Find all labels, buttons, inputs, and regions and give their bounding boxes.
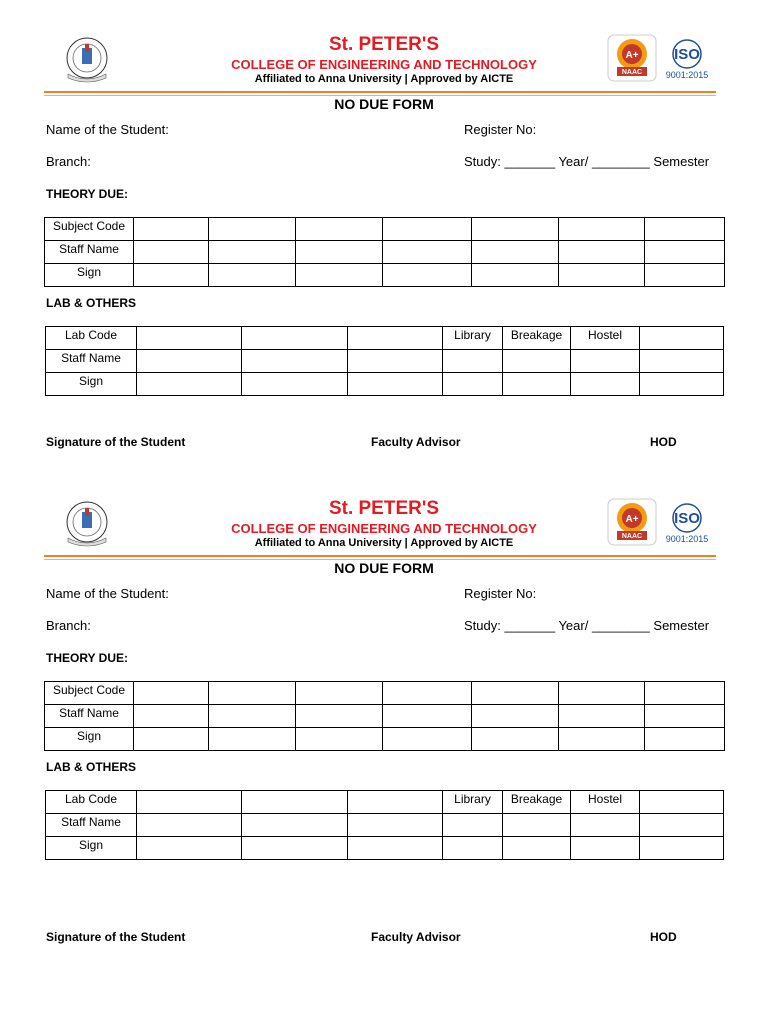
table-row <box>45 264 725 287</box>
table-cell[interactable] <box>134 682 209 705</box>
table-cell[interactable] <box>645 682 725 705</box>
iso-number: 9001:2015 <box>665 534 709 544</box>
table-cell[interactable] <box>348 373 443 396</box>
table-cell[interactable] <box>134 218 209 241</box>
table-cell[interactable] <box>645 264 725 287</box>
table-row <box>46 837 724 860</box>
table-cell[interactable] <box>640 373 724 396</box>
theory-due-heading: THEORY DUE: <box>46 187 129 201</box>
affiliation-text: Affiliated to Anna University | Approved by AICTE <box>254 537 514 549</box>
table-cell[interactable] <box>559 218 645 241</box>
table-cell[interactable] <box>209 241 296 264</box>
table-cell[interactable] <box>645 705 725 728</box>
row-label: Sign <box>45 264 134 287</box>
table-cell[interactable] <box>296 241 383 264</box>
table-cell[interactable] <box>559 264 645 287</box>
table-cell[interactable] <box>443 837 503 860</box>
naac-badge-icon <box>607 34 657 82</box>
no-due-form-2 <box>0 464 768 964</box>
register-no-label: Register No: <box>464 586 537 601</box>
table-cell[interactable] <box>296 264 383 287</box>
theory-due-heading: THEORY DUE: <box>46 651 129 665</box>
table-cell[interactable] <box>242 350 348 373</box>
college-name: St. PETER'S <box>328 498 440 519</box>
table-cell[interactable] <box>348 814 443 837</box>
row-label: Staff Name <box>45 241 134 264</box>
table-cell[interactable] <box>134 241 209 264</box>
form-title: NO DUE FORM <box>334 560 434 576</box>
table-cell[interactable] <box>640 350 724 373</box>
form-title: NO DUE FORM <box>334 96 434 112</box>
table-cell[interactable] <box>559 705 645 728</box>
study-year-semester-label: Study: _______ Year/ ________ Semester <box>464 154 710 169</box>
table-cell[interactable] <box>571 373 640 396</box>
table-row <box>46 327 724 350</box>
table-row <box>45 705 725 728</box>
lab-others-heading: LAB & OTHERS <box>46 296 136 310</box>
row-label: Staff Name <box>46 814 137 837</box>
table-cell[interactable] <box>645 728 725 751</box>
no-due-form-1 <box>0 0 768 500</box>
table-cell[interactable] <box>134 264 209 287</box>
branch-label: Branch: <box>46 154 91 169</box>
iso-certification-icon <box>662 502 712 546</box>
iso-label: ISO <box>674 510 700 527</box>
table-cell[interactable] <box>640 814 724 837</box>
header-divider <box>44 91 716 93</box>
table-cell[interactable] <box>503 814 571 837</box>
table-cell[interactable] <box>209 728 296 751</box>
table-cell[interactable] <box>137 791 242 814</box>
naac-badge-icon <box>607 498 657 546</box>
table-cell[interactable] <box>209 682 296 705</box>
row-label: Lab Code <box>46 791 137 814</box>
table-cell[interactable] <box>296 218 383 241</box>
table-cell[interactable] <box>296 728 383 751</box>
table-cell[interactable] <box>348 350 443 373</box>
table-cell[interactable] <box>559 241 645 264</box>
table-cell[interactable] <box>472 682 559 705</box>
table-cell[interactable] <box>383 218 472 241</box>
library-header: Library <box>443 327 503 350</box>
student-name-label: Name of the Student: <box>46 122 169 137</box>
table-cell[interactable] <box>209 264 296 287</box>
register-no-label: Register No: <box>464 122 537 137</box>
table-cell[interactable] <box>209 705 296 728</box>
hod-label: HOD <box>650 930 677 944</box>
student-signature-label: Signature of the Student <box>46 930 186 944</box>
lab-others-table <box>45 790 724 860</box>
table-cell[interactable] <box>296 682 383 705</box>
table-cell[interactable] <box>443 350 503 373</box>
branch-label: Branch: <box>46 618 91 633</box>
table-cell[interactable] <box>640 837 724 860</box>
student-signature-label: Signature of the Student <box>46 435 186 449</box>
table-cell[interactable] <box>503 373 571 396</box>
row-label: Lab Code <box>46 327 137 350</box>
theory-due-table <box>44 681 725 751</box>
table-row <box>46 791 724 814</box>
faculty-advisor-label: Faculty Advisor <box>371 435 461 449</box>
hostel-header: Hostel <box>571 791 640 814</box>
table-cell[interactable] <box>645 241 725 264</box>
theory-due-table <box>44 217 725 287</box>
table-cell[interactable] <box>571 837 640 860</box>
table-row <box>46 373 724 396</box>
table-cell[interactable] <box>472 705 559 728</box>
table-cell[interactable] <box>559 728 645 751</box>
row-label: Sign <box>46 837 137 860</box>
table-cell[interactable] <box>472 241 559 264</box>
breakage-header: Breakage <box>503 327 571 350</box>
table-cell[interactable] <box>383 241 472 264</box>
table-cell[interactable] <box>472 264 559 287</box>
college-name: St. PETER'S <box>328 34 440 55</box>
table-cell[interactable] <box>134 728 209 751</box>
table-cell[interactable] <box>383 705 472 728</box>
table-cell[interactable] <box>296 705 383 728</box>
college-subtitle: COLLEGE OF ENGINEERING AND TECHNOLOGY <box>231 521 537 536</box>
table-row <box>46 350 724 373</box>
table-row <box>45 682 725 705</box>
naac-grade: A+ <box>625 514 639 525</box>
hod-label: HOD <box>650 435 677 449</box>
row-label: Sign <box>46 373 137 396</box>
table-row <box>46 814 724 837</box>
table-cell[interactable] <box>383 728 472 751</box>
table-cell[interactable] <box>348 327 443 350</box>
lab-others-heading: LAB & OTHERS <box>46 760 136 774</box>
row-label: Sign <box>45 728 134 751</box>
table-cell[interactable] <box>571 814 640 837</box>
table-cell[interactable] <box>134 705 209 728</box>
study-year-semester-label: Study: _______ Year/ ________ Semester <box>464 618 710 633</box>
library-header: Library <box>443 791 503 814</box>
naac-label: NAAC <box>621 69 643 76</box>
iso-label: ISO <box>674 46 700 63</box>
table-cell[interactable] <box>472 728 559 751</box>
table-cell[interactable] <box>383 682 472 705</box>
hostel-header: Hostel <box>571 327 640 350</box>
table-cell[interactable] <box>209 218 296 241</box>
table-cell[interactable] <box>443 814 503 837</box>
affiliation-text: Affiliated to Anna University | Approved by AICTE <box>254 73 514 85</box>
table-cell[interactable] <box>137 837 242 860</box>
table-cell[interactable] <box>137 327 242 350</box>
table-cell[interactable] <box>503 837 571 860</box>
table-cell[interactable] <box>383 264 472 287</box>
table-cell[interactable] <box>137 350 242 373</box>
table-cell[interactable] <box>348 837 443 860</box>
table-cell[interactable] <box>348 791 443 814</box>
naac-label: NAAC <box>621 533 643 540</box>
table-row <box>45 241 725 264</box>
naac-grade: A+ <box>625 50 639 61</box>
table-cell[interactable] <box>503 350 571 373</box>
row-label: Staff Name <box>45 705 134 728</box>
table-cell[interactable] <box>559 682 645 705</box>
table-row <box>45 218 725 241</box>
table-cell[interactable] <box>443 373 503 396</box>
table-cell[interactable] <box>571 350 640 373</box>
student-name-label: Name of the Student: <box>46 586 169 601</box>
table-cell[interactable] <box>242 837 348 860</box>
header-divider <box>44 555 716 557</box>
table-cell[interactable] <box>242 791 348 814</box>
lab-others-table <box>45 326 724 396</box>
table-row <box>45 728 725 751</box>
row-label: Subject Code <box>45 218 134 241</box>
table-cell[interactable] <box>472 218 559 241</box>
faculty-advisor-label: Faculty Advisor <box>371 930 461 944</box>
row-label: Subject Code <box>45 682 134 705</box>
table-cell[interactable] <box>137 814 242 837</box>
table-cell[interactable] <box>242 327 348 350</box>
table-cell[interactable] <box>242 373 348 396</box>
breakage-header: Breakage <box>503 791 571 814</box>
table-cell[interactable] <box>242 814 348 837</box>
table-cell[interactable] <box>640 327 724 350</box>
college-subtitle: COLLEGE OF ENGINEERING AND TECHNOLOGY <box>231 57 537 72</box>
iso-certification-icon <box>662 38 712 82</box>
iso-number: 9001:2015 <box>665 70 709 80</box>
row-label: Staff Name <box>46 350 137 373</box>
table-cell[interactable] <box>645 218 725 241</box>
table-cell[interactable] <box>640 791 724 814</box>
table-cell[interactable] <box>137 373 242 396</box>
